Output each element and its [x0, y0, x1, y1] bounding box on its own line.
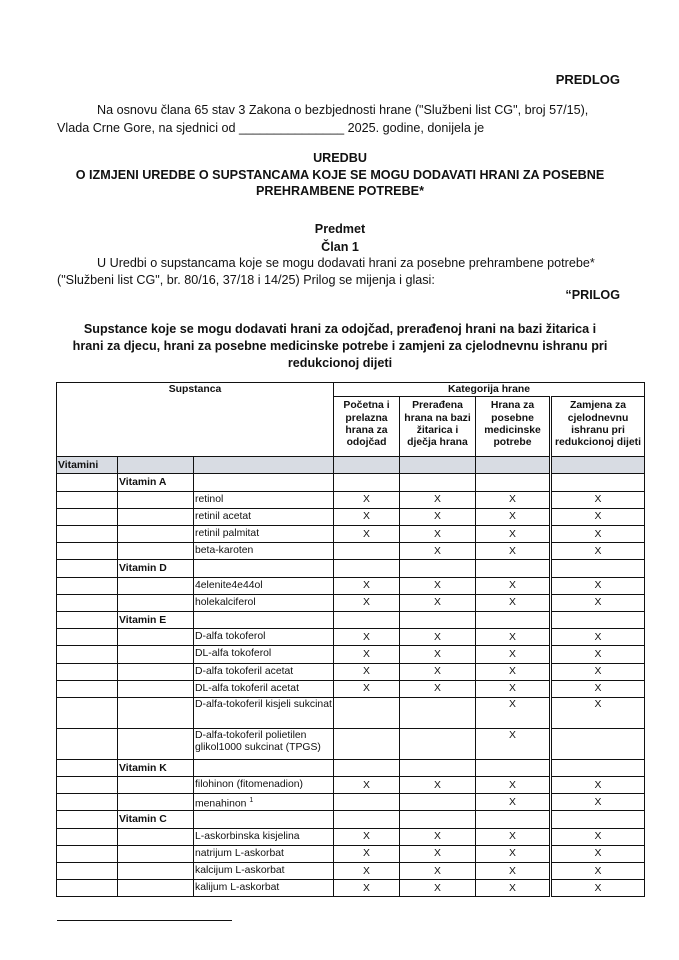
- footnote-ref[interactable]: 1: [249, 796, 254, 804]
- mark-cell: X: [551, 697, 645, 728]
- substance-name: natrijum L-askorbat: [194, 845, 334, 862]
- section-row: [57, 611, 645, 628]
- mark-cell: X: [334, 577, 400, 594]
- mark-cell: X: [476, 794, 551, 811]
- intro-line-2: Vlada Crne Gore, na sjednici od _______________ 2025. godine, donijela je: [57, 121, 485, 135]
- header-col-medical: Hrana za posebne medicinske potrebe: [476, 397, 551, 457]
- substance-name: menahinon: [195, 798, 247, 810]
- mark-cell: X: [400, 491, 476, 508]
- mark-cell: X: [551, 594, 645, 611]
- mark-cell: X: [476, 777, 551, 794]
- substance-name: D-alfa tokoferil acetat: [194, 663, 334, 680]
- section-label: Vitamin E: [118, 611, 194, 628]
- annex-title-line-2: hrani za djecu, hrani za posebne medicinske potrebe i zamjeni za cjelodnevnu ishranu pri: [72, 339, 608, 353]
- mark-cell: X: [400, 594, 476, 611]
- table-row: [57, 794, 645, 811]
- substance-name: holekalciferol: [194, 594, 334, 611]
- intro-paragraph: [57, 101, 622, 137]
- mark-cell: X: [400, 777, 476, 794]
- table-row: [57, 594, 645, 611]
- section-label: Vitamin K: [118, 759, 194, 776]
- mark-cell: X: [476, 646, 551, 663]
- document-status-label: PREDLOG: [555, 72, 620, 87]
- mark-cell: X: [334, 629, 400, 646]
- mark-cell: X: [334, 845, 400, 862]
- mark-cell: X: [400, 880, 476, 897]
- mark-cell: X: [400, 526, 476, 543]
- mark-cell: X: [551, 828, 645, 845]
- annex-label: “PRILOG: [565, 288, 620, 302]
- table-row: [57, 777, 645, 794]
- mark-cell: X: [476, 491, 551, 508]
- group-row-vitamins: [57, 457, 645, 474]
- mark-cell: X: [476, 526, 551, 543]
- mark-cell: X: [334, 646, 400, 663]
- table-row: [57, 646, 645, 663]
- table-body: [57, 457, 645, 897]
- mark-cell: X: [334, 594, 400, 611]
- table-row: [57, 663, 645, 680]
- annex-title-line-1: Supstance koje se mogu dodavati hrani za odojčad, prerađenoj hrani na bazi žitarica i: [83, 322, 597, 336]
- section-label: Vitamin C: [118, 811, 194, 828]
- mark-cell: X: [551, 508, 645, 525]
- mark-cell: X: [476, 663, 551, 680]
- mark-cell: X: [551, 880, 645, 897]
- mark-cell: X: [476, 508, 551, 525]
- title-line-1: UREDBU: [313, 151, 367, 165]
- mark-cell: X: [551, 577, 645, 594]
- mark-cell: [551, 728, 645, 759]
- mark-cell: X: [551, 845, 645, 862]
- substance-name: D-alfa-tokoferil kisjeli sukcinat: [194, 697, 334, 728]
- mark-cell: X: [400, 577, 476, 594]
- substance-name: kalcijum L-askorbat: [194, 863, 334, 880]
- title-line-2: O IZMJENI UREDBE O SUPSTANCAMA KOJE SE MOGU DODAVATI HRANI ZA POSEBNE: [75, 167, 605, 182]
- mark-cell: X: [476, 697, 551, 728]
- table-row: [57, 577, 645, 594]
- mark-cell: X: [334, 680, 400, 697]
- mark-cell: X: [551, 663, 645, 680]
- mark-cell: X: [551, 629, 645, 646]
- table-row: [57, 680, 645, 697]
- section-row: [57, 474, 645, 491]
- header-substance: Supstanca: [57, 383, 334, 457]
- header-col-diet: Zamjena za cjelodnevnu ishranu pri redukcionoj dijeti: [551, 397, 645, 457]
- table-row: [57, 526, 645, 543]
- substance-name: filohinon (fitomenadion): [194, 777, 334, 794]
- mark-cell: X: [400, 663, 476, 680]
- article-heading: [40, 220, 640, 256]
- table-row: [57, 543, 645, 560]
- substance-name: DL-alfa tokoferil acetat: [194, 680, 334, 697]
- article-text-line-2: ("Službeni list CG", br. 80/16, 37/18 i 14/25) Prilog se mijenja i glasi:: [57, 273, 435, 287]
- mark-cell: [334, 697, 400, 728]
- mark-cell: X: [476, 680, 551, 697]
- mark-cell: X: [476, 543, 551, 560]
- annex-title: [40, 321, 640, 372]
- document-title: [40, 150, 640, 200]
- mark-cell: X: [334, 880, 400, 897]
- substance-name-with-footnote: [194, 794, 334, 811]
- table-row: [57, 863, 645, 880]
- table-row: [57, 508, 645, 525]
- intro-line-1: Na osnovu člana 65 stav 3 Zakona o bezbjednosti hrane ("Službeni list CG", broj 57/15),: [97, 103, 589, 117]
- substance-name: DL-alfa tokoferol: [194, 646, 334, 663]
- annex-title-line-3: redukcionoj dijeti: [287, 356, 393, 370]
- table-row: [57, 828, 645, 845]
- footnote-separator: [57, 920, 232, 921]
- mark-cell: X: [476, 629, 551, 646]
- mark-cell: X: [476, 728, 551, 759]
- section-label: Vitamin A: [118, 474, 194, 491]
- substance-name: D-alfa tokoferol: [194, 629, 334, 646]
- section-row: [57, 811, 645, 828]
- section-row: [57, 759, 645, 776]
- table-row: [57, 491, 645, 508]
- mark-cell: X: [400, 629, 476, 646]
- mark-cell: X: [400, 863, 476, 880]
- substance-name: 4elenite4e44ol: [194, 577, 334, 594]
- header-col-cereal: Prerađena hrana na bazi žitarica i dječja hrana: [400, 397, 476, 457]
- section-row: [57, 560, 645, 577]
- mark-cell: X: [476, 594, 551, 611]
- substance-name: L-askorbinska kisjelina: [194, 828, 334, 845]
- table-row: [57, 845, 645, 862]
- mark-cell: X: [476, 828, 551, 845]
- table-row: [57, 728, 645, 759]
- mark-cell: X: [400, 845, 476, 862]
- mark-cell: X: [476, 880, 551, 897]
- mark-cell: X: [551, 491, 645, 508]
- mark-cell: X: [400, 828, 476, 845]
- mark-cell: X: [551, 646, 645, 663]
- mark-cell: X: [400, 646, 476, 663]
- substance-name: beta-karoten: [194, 543, 334, 560]
- mark-cell: X: [400, 543, 476, 560]
- header-food-category: Kategorija hrane: [334, 383, 645, 397]
- mark-cell: X: [551, 680, 645, 697]
- mark-cell: X: [551, 777, 645, 794]
- table-row: [57, 629, 645, 646]
- mark-cell: [334, 728, 400, 759]
- mark-cell: [334, 794, 400, 811]
- mark-cell: X: [334, 526, 400, 543]
- table-row: [57, 880, 645, 897]
- mark-cell: X: [476, 845, 551, 862]
- article-subject: Predmet: [314, 222, 366, 236]
- mark-cell: X: [476, 577, 551, 594]
- header-col-infant: Početna i prelazna hrana za odojčad: [334, 397, 400, 457]
- article-number: Član 1: [321, 240, 359, 254]
- mark-cell: [400, 794, 476, 811]
- mark-cell: [400, 728, 476, 759]
- mark-cell: [400, 697, 476, 728]
- mark-cell: [334, 543, 400, 560]
- mark-cell: X: [334, 663, 400, 680]
- mark-cell: X: [334, 828, 400, 845]
- mark-cell: X: [334, 508, 400, 525]
- mark-cell: X: [551, 526, 645, 543]
- section-label: Vitamin D: [118, 560, 194, 577]
- mark-cell: X: [334, 863, 400, 880]
- substance-name: retinil palmitat: [194, 526, 334, 543]
- article-body: [57, 255, 622, 289]
- table-row: [57, 697, 645, 728]
- substance-name: retinol: [194, 491, 334, 508]
- article-text-line-1: U Uredbi o supstancama koje se mogu dodavati hrani za posebne prehrambene potrebe*: [97, 256, 595, 270]
- mark-cell: X: [400, 508, 476, 525]
- mark-cell: X: [476, 863, 551, 880]
- mark-cell: X: [551, 794, 645, 811]
- substance-name: kalijum L-askorbat: [194, 880, 334, 897]
- title-line-3: PREHRAMBENE POTREBE*: [256, 184, 424, 198]
- mark-cell: X: [334, 777, 400, 794]
- group-label: Vitamini: [57, 457, 118, 474]
- substance-name: D-alfa-tokoferil polietilen glikol1000 sukcinat (TPGS): [194, 728, 334, 759]
- mark-cell: X: [551, 863, 645, 880]
- substances-table: [56, 382, 645, 897]
- substance-name: retinil acetat: [194, 508, 334, 525]
- mark-cell: X: [400, 680, 476, 697]
- mark-cell: X: [551, 543, 645, 560]
- mark-cell: X: [334, 491, 400, 508]
